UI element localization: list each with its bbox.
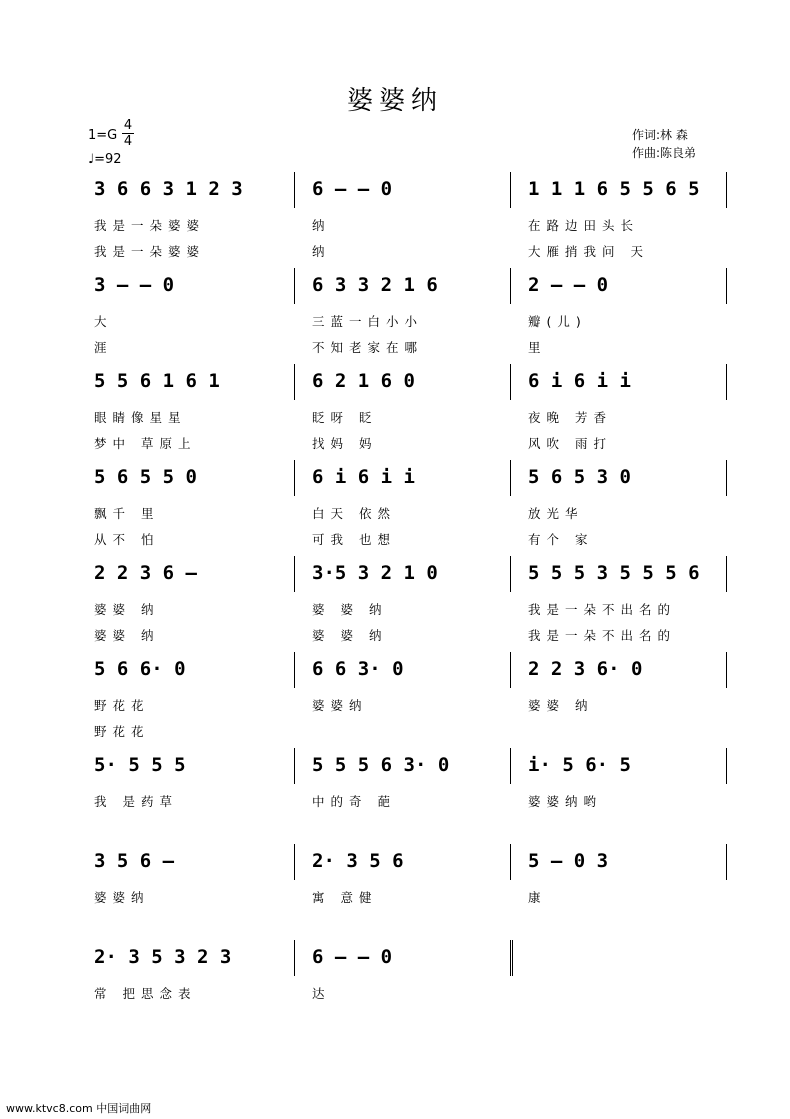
- lyric-verse2-2-1: 涯: [94, 340, 113, 355]
- lyric-verse2-5-3: 我是一朵不出名的: [528, 628, 677, 643]
- measure-group-5-2: 3·5 3 2 1 0: [312, 562, 438, 584]
- lyric-verse2-1-2: 纳: [312, 244, 331, 259]
- lyric-verse2-5-1: 婆婆 纳: [94, 628, 160, 643]
- lyric-verse1-8-2: 寓 意健: [312, 890, 378, 905]
- lyric-verse1-6-3: 婆婆 纳: [528, 698, 594, 713]
- measure-group-1-1: 3 6 6 3 1 2 3: [94, 178, 243, 200]
- barline: [510, 652, 511, 688]
- measure-group-4-3: 5 6 5 3 0: [528, 466, 631, 488]
- lyric-verse1-2-1: 大: [94, 314, 113, 329]
- lyric-verse1-7-3: 婆婆纳哟: [528, 794, 603, 809]
- lyric-verse2-4-1: 从不 怕: [94, 532, 160, 547]
- measure-group-7-1: 5· 5 5 5: [94, 754, 186, 776]
- barline: [726, 652, 727, 688]
- barline: [294, 556, 295, 592]
- barline: [294, 460, 295, 496]
- lyric-verse2-1-3: 大雁捎我问 天: [528, 244, 649, 259]
- lyric-verse2-1-1: 我是一朵婆婆: [94, 244, 206, 259]
- barline: [510, 460, 511, 496]
- lyric-verse1-2-2: 三蓝一白小小: [312, 314, 424, 329]
- barline: [510, 556, 511, 592]
- lyric-verse1-7-2: 中的奇 葩: [312, 794, 396, 809]
- time-signature-bottom: 4: [123, 134, 133, 149]
- lyric-verse1-5-1: 婆婆 纳: [94, 602, 160, 617]
- measure-group-2-1: 3 – – 0: [94, 274, 175, 296]
- lyric-verse1-1-1: 我是一朵婆婆: [94, 218, 206, 233]
- measure-group-4-2: 6 i 6 i i: [312, 466, 415, 488]
- barline: [510, 268, 511, 304]
- lyric-verse1-4-3: 放光华: [528, 506, 584, 521]
- lyric-verse1-6-1: 野花花: [94, 698, 150, 713]
- lyric-verse1-3-1: 眼睛像星星: [94, 410, 187, 425]
- measure-group-3-2: 6 2 1 6 0: [312, 370, 415, 392]
- barline: [294, 364, 295, 400]
- barline: [726, 268, 727, 304]
- lyric-verse2-3-1: 梦中 草原上: [94, 436, 197, 451]
- lyric-verse2-3-2: 找妈 妈: [312, 436, 378, 451]
- lyric-verse1-8-3: 康: [528, 890, 547, 905]
- lyric-verse2-2-2: 不知老家在哪: [312, 340, 424, 355]
- measure-group-2-3: 2 – – 0: [528, 274, 609, 296]
- lyricist: 作词:林 森: [632, 128, 688, 142]
- barline: [294, 652, 295, 688]
- lyric-verse1-6-2: 婆婆纳: [312, 698, 368, 713]
- measure-group-9-3: [528, 946, 730, 986]
- tempo-marking: ♩=92: [88, 152, 122, 167]
- barline: [510, 940, 516, 976]
- barline: [726, 364, 727, 400]
- composer: 作曲:陈良弟: [632, 146, 697, 160]
- key-signature: 1=G: [88, 128, 118, 143]
- lyric-verse1-1-3: 在路边田头长: [528, 218, 640, 233]
- barline: [294, 172, 295, 208]
- barline: [726, 748, 727, 784]
- measure-group-7-3: i· 5 6· 5: [528, 754, 631, 776]
- barline: [510, 364, 511, 400]
- lyric-verse2-2-3: 里: [528, 340, 547, 355]
- lyric-verse1-5-2: 婆 婆 纳: [312, 602, 388, 617]
- lyric-verse2-3-3: 风吹 雨打: [528, 436, 612, 451]
- footer-watermark: www.ktvc8.com 中国词曲网: [6, 1102, 152, 1115]
- measure-group-6-2: 6 6 3· 0: [312, 658, 404, 680]
- barline: [294, 748, 295, 784]
- lyric-verse1-2-3: 瓣(儿): [528, 314, 587, 329]
- barline: [510, 748, 511, 784]
- time-signature: [122, 118, 134, 149]
- measure-group-8-1: 3 5 6 –: [94, 850, 175, 872]
- measure-group-3-3: 6 i 6 i i: [528, 370, 631, 392]
- measure-group-5-1: 2 2 3 6 –: [94, 562, 197, 584]
- measure-group-9-1: 2· 3 5 3 2 3: [94, 946, 232, 968]
- measure-group-1-3: 1 1 1 6 5 5 6 5: [528, 178, 700, 200]
- song-title: 婆婆纳: [346, 86, 443, 116]
- barline: [294, 940, 295, 976]
- measure-group-2-2: 6 3 3 2 1 6: [312, 274, 438, 296]
- barline: [294, 268, 295, 304]
- measure-group-8-3: 5 – 0 3: [528, 850, 609, 872]
- lyric-verse1-8-1: 婆婆纳: [94, 890, 150, 905]
- measure-group-1-2: 6 – – 0: [312, 178, 393, 200]
- measure-group-9-2: 6 – – 0: [312, 946, 393, 968]
- lyric-verse1-3-2: 眨呀 眨: [312, 410, 378, 425]
- lyric-verse2-4-2: 可我 也想: [312, 532, 396, 547]
- barline: [726, 844, 727, 880]
- lyric-verse1-9-1: 常 把思念表: [94, 986, 197, 1001]
- barline: [726, 172, 727, 208]
- measure-group-5-3: 5 5 5 3 5 5 5 6: [528, 562, 700, 584]
- lyric-verse1-3-3: 夜晚 芳香: [528, 410, 612, 425]
- lyric-verse1-4-2: 白天 依然: [312, 506, 396, 521]
- lyric-verse2-4-3: 有个 家: [528, 532, 594, 547]
- barline: [726, 460, 727, 496]
- barline: [510, 844, 511, 880]
- credits: [632, 126, 696, 162]
- barline: [726, 556, 727, 592]
- measure-group-7-2: 5 5 5 6 3· 0: [312, 754, 450, 776]
- barline: [294, 844, 295, 880]
- measure-group-6-1: 5 6 6· 0: [94, 658, 186, 680]
- lyric-verse2-5-2: 婆 婆 纳: [312, 628, 388, 643]
- barline: [510, 172, 511, 208]
- measure-group-8-2: 2· 3 5 6: [312, 850, 404, 872]
- lyric-verse1-4-1: 飘千 里: [94, 506, 160, 521]
- time-signature-top: 4: [123, 118, 133, 133]
- measure-group-3-1: 5 5 6 1 6 1: [94, 370, 220, 392]
- lyric-verse1-7-1: 我 是药草: [94, 794, 178, 809]
- measure-group-6-3: 2 2 3 6· 0: [528, 658, 643, 680]
- lyric-verse1-9-2: 达: [312, 986, 331, 1001]
- measure-group-4-1: 5 6 5 5 0: [94, 466, 197, 488]
- lyric-verse1-1-2: 纳: [312, 218, 331, 233]
- lyric-verse2-6-1: 野花花: [94, 724, 150, 739]
- lyric-verse1-5-3: 我是一朵不出名的: [528, 602, 677, 617]
